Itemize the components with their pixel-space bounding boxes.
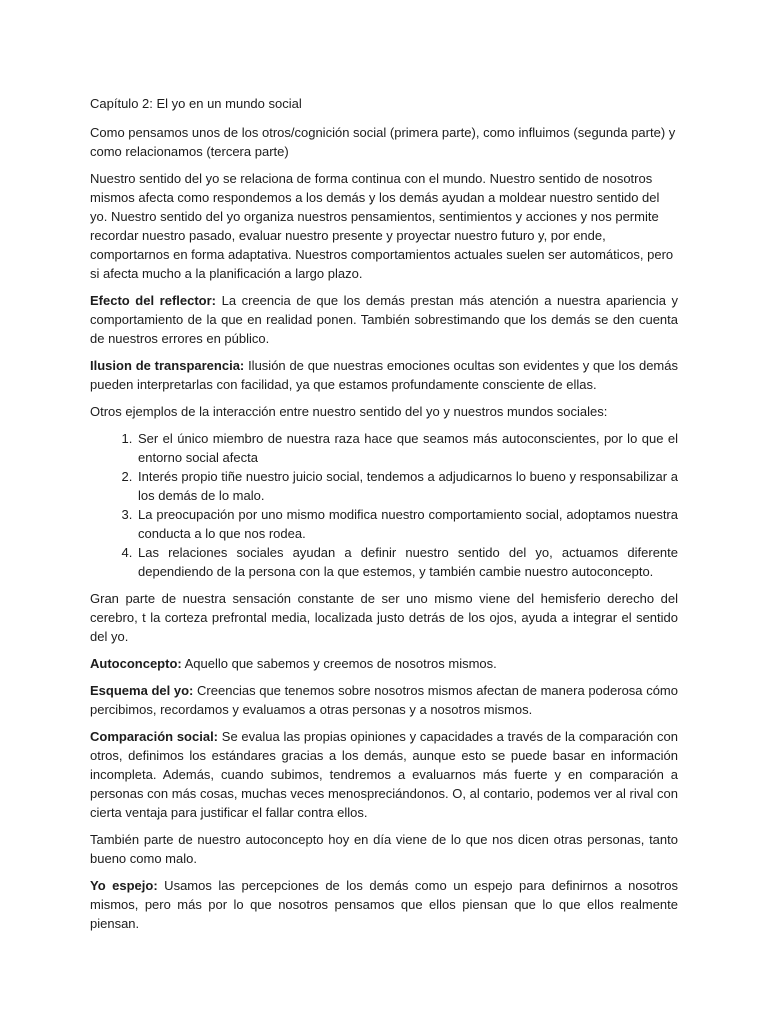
autoconcepto-text: Aquello que sabemos y creemos de nosotros mismos. [181, 656, 497, 671]
yo-espejo-term: Yo espejo: [90, 878, 158, 893]
otros-ejemplos-paragraph: Otros ejemplos de la interacción entre nuestro sentido del yo y nuestros mundos sociales: [90, 404, 608, 419]
ilusion-term: Ilusion de transparencia: [90, 358, 245, 373]
ilusion-text: Ilusión de que nuestras emociones ocultas son evidentes y que los demás pueden interpretarlas con facilidad, ya que estamos profundamente consciente de ellas. [90, 358, 678, 392]
autoconcepto-paragraph [90, 654, 678, 673]
efecto-reflector-paragraph [90, 291, 678, 348]
examples-list [90, 429, 678, 581]
autoconcepto-term: Autoconcepto: [90, 656, 182, 671]
intro-paragraph: Nuestro sentido del yo se relaciona de forma continua con el mundo. Nuestro sentido de nosotros mismos afecta como respondemos a los demás y los demás ayudan a moldear nuestro sentido del yo. Nuestro sentido del yo organiza nuestros pensamientos, sentimientos y acciones y nos permite recordar nuestro pasado, evaluar nuestro presente y proyectar nuestro futuro y, por ende, comportarnos en forma adaptativa. Nuestros comportamientos actuales suelen ser automáticos, pero si afecta mucho a la planificación a largo plazo. [90, 171, 674, 281]
hemisferio-paragraph: Gran parte de nuestra sensación constante de ser uno mismo viene del hemisferio derecho del cerebro, t la corteza prefrontal media, localizada justo detrás de los ojos, ayuda a integrar el sentido del yo. [90, 591, 678, 644]
comparacion-text: Se evalua las propias opiniones y capacidades a través de la comparación con otros, definimos los estándares gracias a los demás, aunque esto se puede basar en información incompleta. Además, cuando subimos, tendremos a evaluarnos más fuerte y en comparación a personas con más cosas, muchas veces menospreciándonos. O, al contario, podemos ver al rival con cierta ventaja para justificar el fallar contra ellos. [90, 729, 678, 820]
efecto-reflector-text: La creencia de que los demás prestan más atención a nuestra apariencia y comportamiento de la que en realidad ponen. También sobrestimando que los demás se den cuenta de nuestros errores en público. [90, 293, 678, 346]
comparacion-term: Comparación social: [90, 729, 219, 744]
list-item: 4. Las relaciones sociales ayudan a definir nuestro sentido del yo, actuamos diferente dependiendo de la persona con la que estemos, y también cambie nuestro autoconcepto. [136, 543, 678, 581]
subtitle-paragraph: Como pensamos unos de los otros/cognición social (primera parte), como influimos (segunda parte) y como relacionamos (tercera parte) [90, 125, 676, 159]
yo-espejo-text: Usamos las percepciones de los demás como un espejo para definirnos a nosotros mismos, pero más por lo que nosotros pensamos que ellos piensan que lo que ellos realmente piensan. [90, 878, 678, 931]
tambien-paragraph: También parte de nuestro autoconcepto hoy en día viene de lo que nos dicen otras personas, tanto bueno como malo. [90, 832, 678, 866]
efecto-reflector-term: Efecto del reflector: [90, 293, 217, 308]
comparacion-paragraph [90, 727, 678, 822]
esquema-paragraph [90, 681, 678, 719]
list-item: 2. Interés propio tiñe nuestro juicio social, tendemos a adjudicarnos lo bueno y responsabilizar a los demás de lo malo. [136, 467, 678, 505]
ilusion-paragraph [90, 356, 678, 394]
esquema-term: Esquema del yo: [90, 683, 194, 698]
yo-espejo-paragraph [90, 876, 678, 933]
list-item: 1. Ser el único miembro de nuestra raza hace que seamos más autoconscientes, por lo que el entorno social afecta [136, 429, 678, 467]
chapter-title: Capítulo 2: El yo en un mundo social [90, 96, 302, 111]
esquema-text: Creencias que tenemos sobre nosotros mismos afectan de manera poderosa cómo percibimos, recordamos y evaluamos a otras personas y a nosotros mismos. [90, 683, 678, 717]
list-item: 3. La preocupación por uno mismo modifica nuestro comportamiento social, adoptamos nuestra conducta a lo que nos rodea. [136, 505, 678, 543]
